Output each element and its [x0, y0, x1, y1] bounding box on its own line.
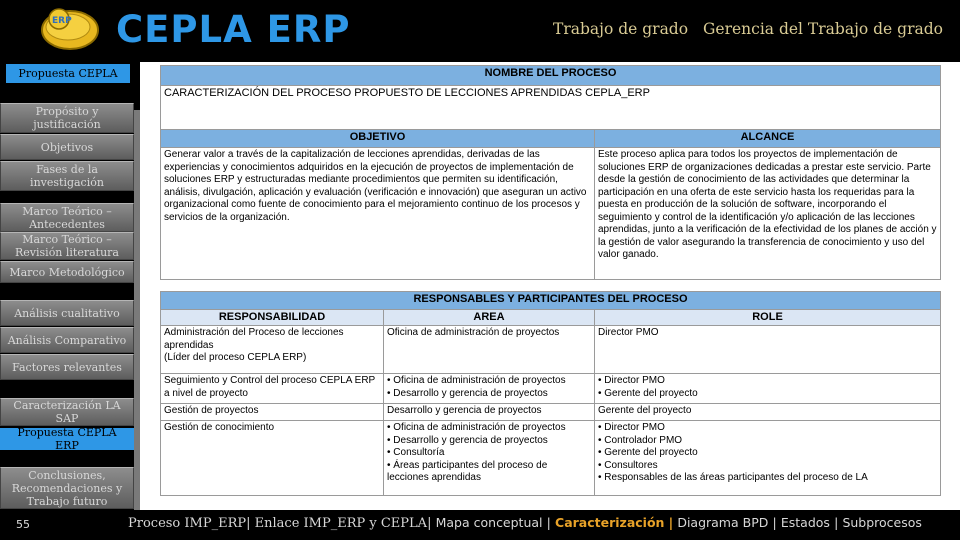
table-row [161, 374, 941, 404]
responsables-table [160, 291, 941, 496]
area-text: • Desarrollo y gerencia de proyectos [387, 434, 548, 446]
process-name-value: CARACTERIZACIÓN DEL PROCESO PROPUESTO DE LECCIONES APRENDIDAS CEPLA_ERP [161, 86, 941, 130]
link-estados[interactable]: Estados [780, 515, 830, 530]
role-text: • Gerente del proyecto [598, 447, 698, 458]
role-text: Director PMO [598, 327, 659, 338]
link-diagrama-bpd[interactable]: Diagrama BPD [677, 515, 769, 530]
role-text: • Director PMO [598, 422, 665, 433]
role-text: Gerente del proyecto [598, 405, 692, 416]
sidebar-item-marco-revision[interactable]: Marco Teórico – Revisión literatura [0, 232, 134, 260]
resp-text: Gestión de conocimiento [164, 422, 275, 433]
role-text: • Responsables de las áreas participantes del proceso de LA [598, 472, 868, 483]
link-separator: | [427, 516, 432, 531]
area-text: • Oficina de administración de proyectos [387, 422, 566, 433]
brand-title: CEPLA ERP [116, 8, 351, 51]
link-separator: | [546, 515, 551, 530]
link-separator: | [246, 516, 251, 531]
objetivo-text: Generar valor a través de la capitalización de lecciones aprendidas, derivadas de las experiencias y conocimientos adquiridos en la ejecución de proyectos de implementación de soluciones ERP y estructuradas mediante procedimientos que permiten su identificación, análisis, divulgación, aplicación y evaluación (verificación e innovación) que aseguran un activo organizacional como fuente de conocimiento para el mejoramiento continuo de los procesos y servicios de la organización. [161, 148, 595, 280]
link-subprocesos[interactable]: Subprocesos [842, 515, 922, 530]
sidebar-item-analisis-comparativo[interactable]: Análisis Comparativo [0, 327, 134, 353]
link-gerencia-trabajo[interactable]: Gerencia del Trabajo de grado [703, 20, 943, 38]
responsabilidad-header: RESPONSABILIDAD [161, 310, 384, 326]
role-text: • Controlador PMO [598, 434, 683, 446]
link-trabajo-de-grado[interactable]: Trabajo de grado [553, 20, 689, 38]
link-caracterizacion-active[interactable]: Caracterización [555, 515, 665, 530]
alcance-text: Este proceso aplica para todos los proyectos de implementación de soluciones ERP de organizaciones dedicadas a prestar este servicio. Parte desde la gestión de conocimiento de las actividades que determinar la participación en una oferta de este servicio hasta los requeridas para la puesta en producción de la solución de software, incorporando el seguimiento y control de la identificación y/o aplicación de las lecciones aprendidas, junto a la verificación de la efectividad de los planes de acción y la gestión de valor asegurando la transferencia de conocimiento y uso del valor ganado. [595, 148, 941, 280]
sidebar-title[interactable]: Propuesta CEPLA ERP [6, 64, 130, 83]
sidebar-item-objetivos[interactable]: Objetivos [0, 134, 134, 160]
header-bar [0, 0, 960, 62]
role-text: • Gerente del proyecto [598, 387, 698, 399]
link-separator: | [772, 515, 777, 530]
table-row [161, 326, 941, 374]
sidebar-item-proposito[interactable]: Propósito y justificación [0, 103, 134, 133]
resp-text: (Líder del proceso CEPLA ERP) [164, 352, 307, 363]
role-text: • Director PMO [598, 375, 665, 386]
sidebar-item-marco-metodologico[interactable]: Marco Metodológico [0, 261, 134, 283]
table-row [161, 421, 941, 496]
responsables-header: RESPONSABLES Y PARTICIPANTES DEL PROCESO [161, 292, 941, 310]
area-text: Desarrollo y gerencia de proyectos [387, 405, 542, 416]
link-enlace-imp-cepla[interactable]: Enlace IMP_ERP y CEPLA [254, 516, 428, 531]
process-name-header: NOMBRE DEL PROCESO [161, 66, 941, 86]
sidebar-item-fases[interactable]: Fases de la investigación [0, 161, 134, 191]
area-header: AREA [384, 310, 595, 326]
sidebar-item-propuesta-active[interactable]: Propuesta CEPLA ERP [0, 428, 134, 450]
sidebar-item-factores[interactable]: Factores relevantes [0, 354, 134, 380]
link-mapa-conceptual[interactable]: Mapa conceptual [435, 515, 543, 530]
footer-bar [0, 510, 960, 540]
resp-text: Administración del Proceso de lecciones aprendidas [164, 327, 344, 351]
area-text: • Oficina de administración de proyectos [387, 375, 566, 386]
alcance-header: ALCANCE [595, 130, 941, 148]
link-separator: | [668, 515, 674, 530]
area-text: Oficina de administración de proyectos [387, 327, 560, 338]
link-proceso-imp-erp[interactable]: Proceso IMP_ERP [128, 516, 247, 531]
resp-text: Gestión de proyectos [164, 405, 259, 416]
erp-logo-icon [40, 5, 100, 51]
sidebar-item-analisis-cualitativo[interactable]: Análisis cualitativo [0, 300, 134, 326]
sidebar-item-caracterizacion[interactable]: Caracterización LA SAP [0, 398, 134, 426]
area-text: • Consultoría [387, 447, 445, 458]
resp-text: Seguimiento y Control del proceso CEPLA ERP a nivel de proyecto [164, 375, 376, 399]
process-table [160, 65, 941, 280]
page-number: 55 [16, 518, 30, 531]
area-text: • Desarrollo y gerencia de proyectos [387, 387, 548, 399]
role-header: ROLE [595, 310, 941, 326]
svg-text:ERP: ERP [52, 16, 72, 26]
top-navigation [553, 20, 943, 38]
role-text: • Consultores [598, 459, 658, 471]
sidebar-item-conclusiones[interactable]: Conclusiones, Recomendaciones y Trabajo futuro [0, 467, 134, 509]
link-separator: | [834, 515, 839, 530]
sidebar-item-marco-antecedentes[interactable]: Marco Teórico – Antecedentes [0, 203, 134, 232]
table-row [161, 404, 941, 421]
objetivo-header: OBJETIVO [161, 130, 595, 148]
bottom-navigation [128, 515, 922, 531]
area-text: • Áreas participantes del proceso de lecciones aprendidas [387, 459, 548, 483]
